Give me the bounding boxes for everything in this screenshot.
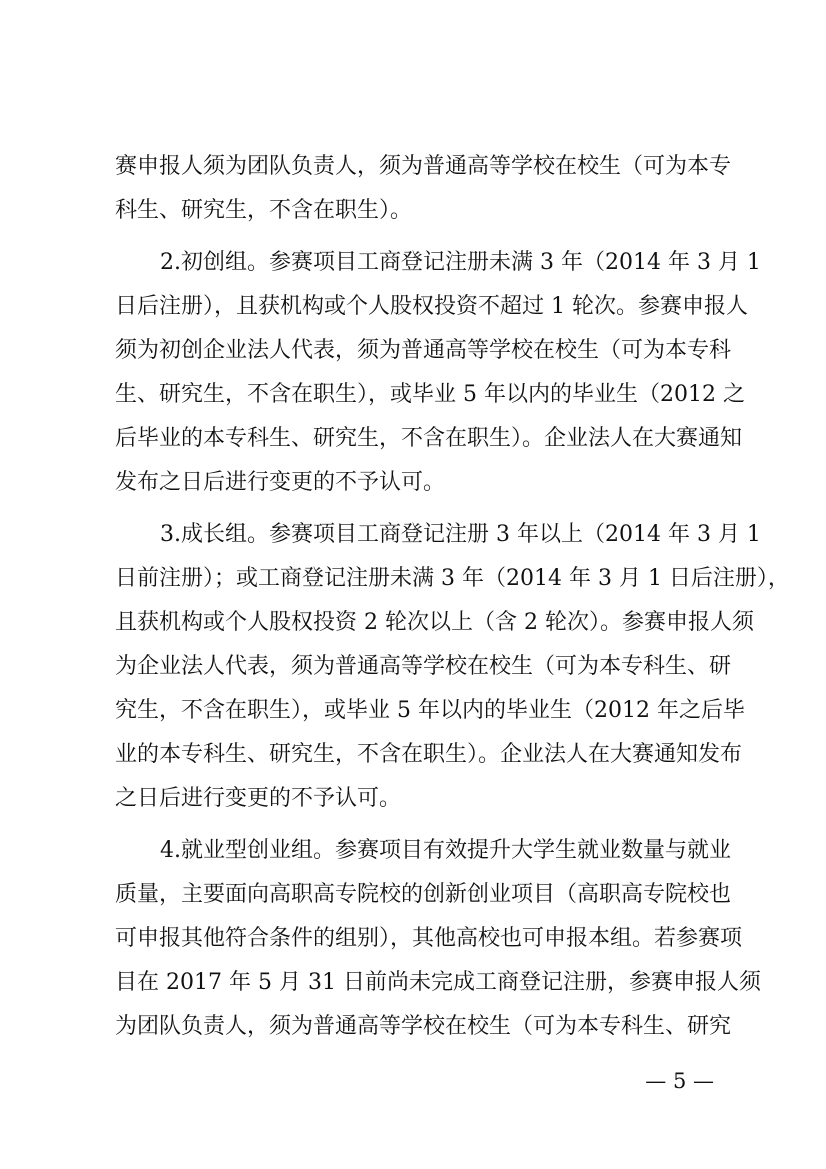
- text-line: 赛申报人须为团队负责人，须为普通高等学校在校生（可为本专: [115, 154, 732, 179]
- text-line: 可申报其他符合条件的组别），其他高校也可申报本组。若参赛项: [115, 926, 743, 951]
- text-line: 日后注册），且获机构或个人股权投资不超过 1 轮次。参赛申报人: [115, 294, 748, 319]
- text-line: 目在 2017 年 5 月 31 日前尚未完成工商登记注册，参赛申报人须: [115, 970, 761, 995]
- page-number: — 5 —: [645, 1069, 714, 1093]
- text-line: 后毕业的本专科生、研究生，不含在职生）。企业法人在大赛通知: [115, 426, 743, 451]
- paragraph-start-line: 4.就业型创业组。参赛项目有效提升大学生就业数量与就业: [160, 838, 731, 863]
- paragraph-start-line: 2.初创组。参赛项目工商登记注册未满 3 年（2014 年 3 月 1: [160, 250, 761, 275]
- text-line: 科生、研究生，不含在职生）。: [115, 198, 413, 223]
- text-line: 须为初创企业法人代表，须为普通高等学校在校生（可为本专科: [115, 338, 732, 363]
- text-line: 日前注册）；或工商登记注册未满 3 年（2014 年 3 月 1 日后注册），: [115, 566, 790, 591]
- text-line: 生、研究生，不含在职生），或毕业 5 年以内的毕业生（2012 之: [115, 382, 745, 407]
- text-line: 且获机构或个人股权投资 2 轮次以上（含 2 轮次）。参赛申报人须: [115, 610, 754, 635]
- text-line: 为团队负责人，须为普通高等学校在校生（可为本专科生、研究: [115, 1014, 732, 1039]
- text-line: 质量，主要面向高职高专院校的创新创业项目（高职高专院校也: [115, 882, 732, 907]
- text-line: 发布之日后进行变更的不予认可。: [115, 470, 446, 495]
- text-line: 为企业法人代表，须为普通高等学校在校生（可为本专科生、研: [115, 654, 732, 679]
- text-line: 之日后进行变更的不予认可。: [115, 786, 402, 811]
- text-line: 业的本专科生、研究生，不含在职生）。企业法人在大赛通知发布: [115, 742, 743, 767]
- paragraph-start-line: 3.成长组。参赛项目工商登记注册 3 年以上（2014 年 3 月 1: [160, 522, 761, 547]
- text-line: 究生，不含在职生），或毕业 5 年以内的毕业生（2012 年之后毕: [115, 698, 745, 723]
